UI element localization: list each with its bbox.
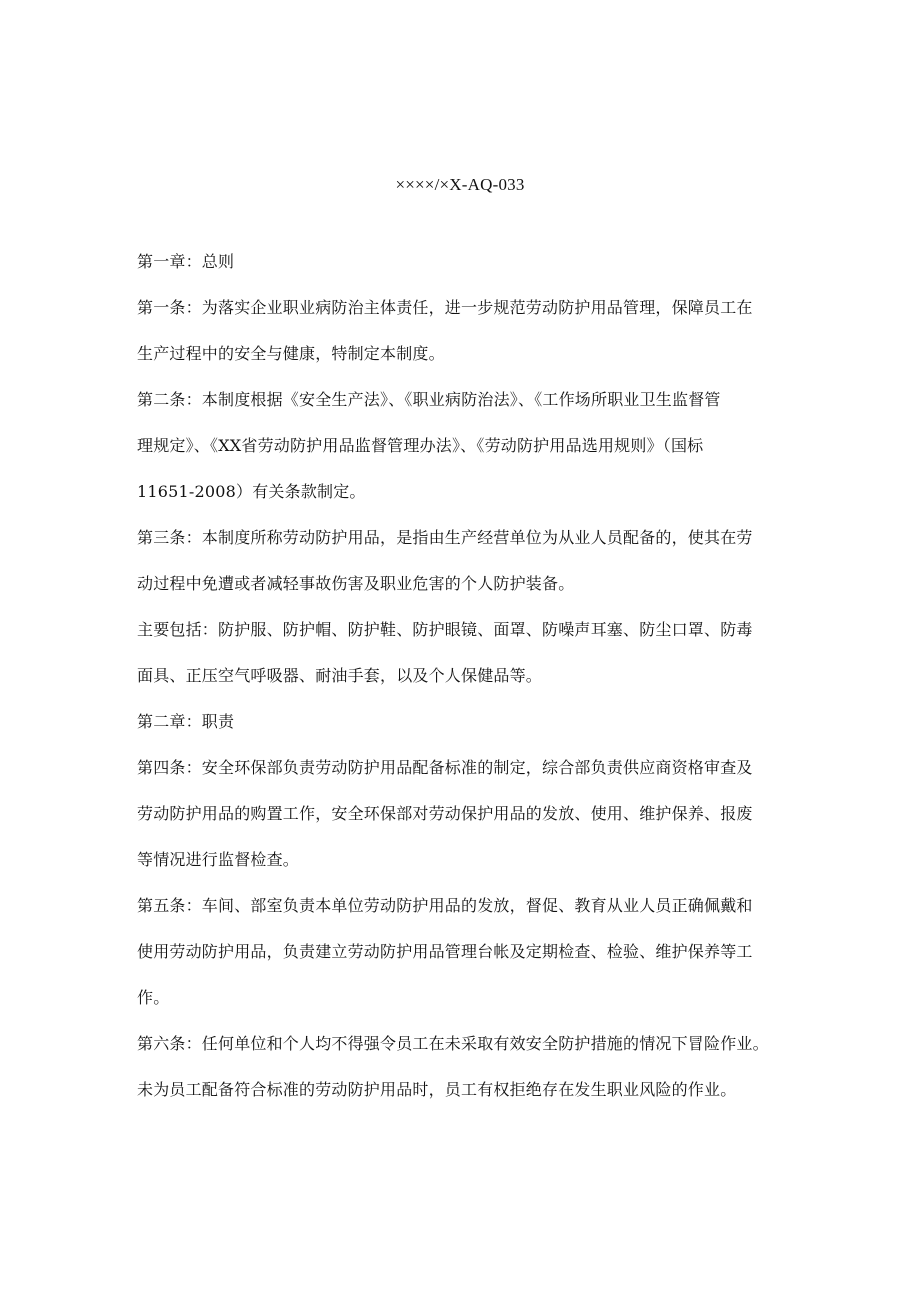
text-line: 动过程中免遭或者减轻事故伤害及职业危害的个人防护装备。 (137, 574, 575, 593)
text-line: 第三条：本制度所称劳动防护用品，是指由生产经营单位为从业人员配备的，使其在劳 (137, 528, 753, 547)
article-paragraph (137, 607, 787, 699)
document-code: ××××/×X-AQ-033 (395, 175, 525, 194)
chapter-heading (137, 699, 787, 745)
text-line: 第四条：安全环保部负责劳动防护用品配备标准的制定，综合部负责供应商资格审查及 (137, 758, 753, 777)
text-line: 使用劳动防护用品，负责建立劳动防护用品管理台帐及定期检查、检验、维护保养等工 (137, 942, 753, 961)
document-body (137, 239, 787, 1113)
article-paragraph (137, 745, 787, 883)
text-line: 第一章：总则 (137, 252, 235, 271)
text-line: 生产过程中的安全与健康，特制定本制度。 (137, 344, 445, 363)
text-line: 第六条：任何单位和个人均不得强令员工在未采取有效安全防护措施的情况下冒险作业。 (137, 1034, 769, 1053)
article-paragraph (137, 883, 787, 1021)
text-line: 等情况进行监督检查。 (137, 850, 300, 869)
text-line: 主要包括：防护服、防护帽、防护鞋、防护眼镜、面罩、防噪声耳塞、防尘口罩、防毒 (137, 620, 753, 639)
text-line: 未为员工配备符合标准的劳动防护用品时，员工有权拒绝存在发生职业风险的作业。 (137, 1080, 737, 1099)
text-line: 第五条：车间、部室负责本单位劳动防护用品的发放，督促、教育从业人员正确佩戴和 (137, 896, 753, 915)
text-line: 11651-2008）有关条款制定。 (137, 482, 366, 501)
text-line: 理规定》、《XX省劳动防护用品监督管理办法》、《劳动防护用品选用规则》（国标 (137, 436, 704, 455)
article-paragraph (137, 1021, 787, 1113)
text-line: 劳动防护用品的购置工作，安全环保部对劳动保护用品的发放、使用、维护保养、报废 (137, 804, 753, 823)
text-line: 面具、正压空气呼吸器、耐油手套，以及个人保健品等。 (137, 666, 543, 685)
text-line: 第二章：职责 (137, 712, 235, 731)
article-paragraph (137, 285, 787, 377)
text-line: 作。 (137, 988, 170, 1007)
text-line: 第二条：本制度根据《安全生产法》、《职业病防治法》、《工作场所职业卫生监督管 (137, 390, 721, 409)
article-paragraph (137, 515, 787, 607)
article-paragraph (137, 377, 787, 515)
chapter-heading (137, 239, 787, 285)
text-line: 第一条：为落实企业职业病防治主体责任，进一步规范劳动防护用品管理，保障员工在 (137, 298, 753, 317)
